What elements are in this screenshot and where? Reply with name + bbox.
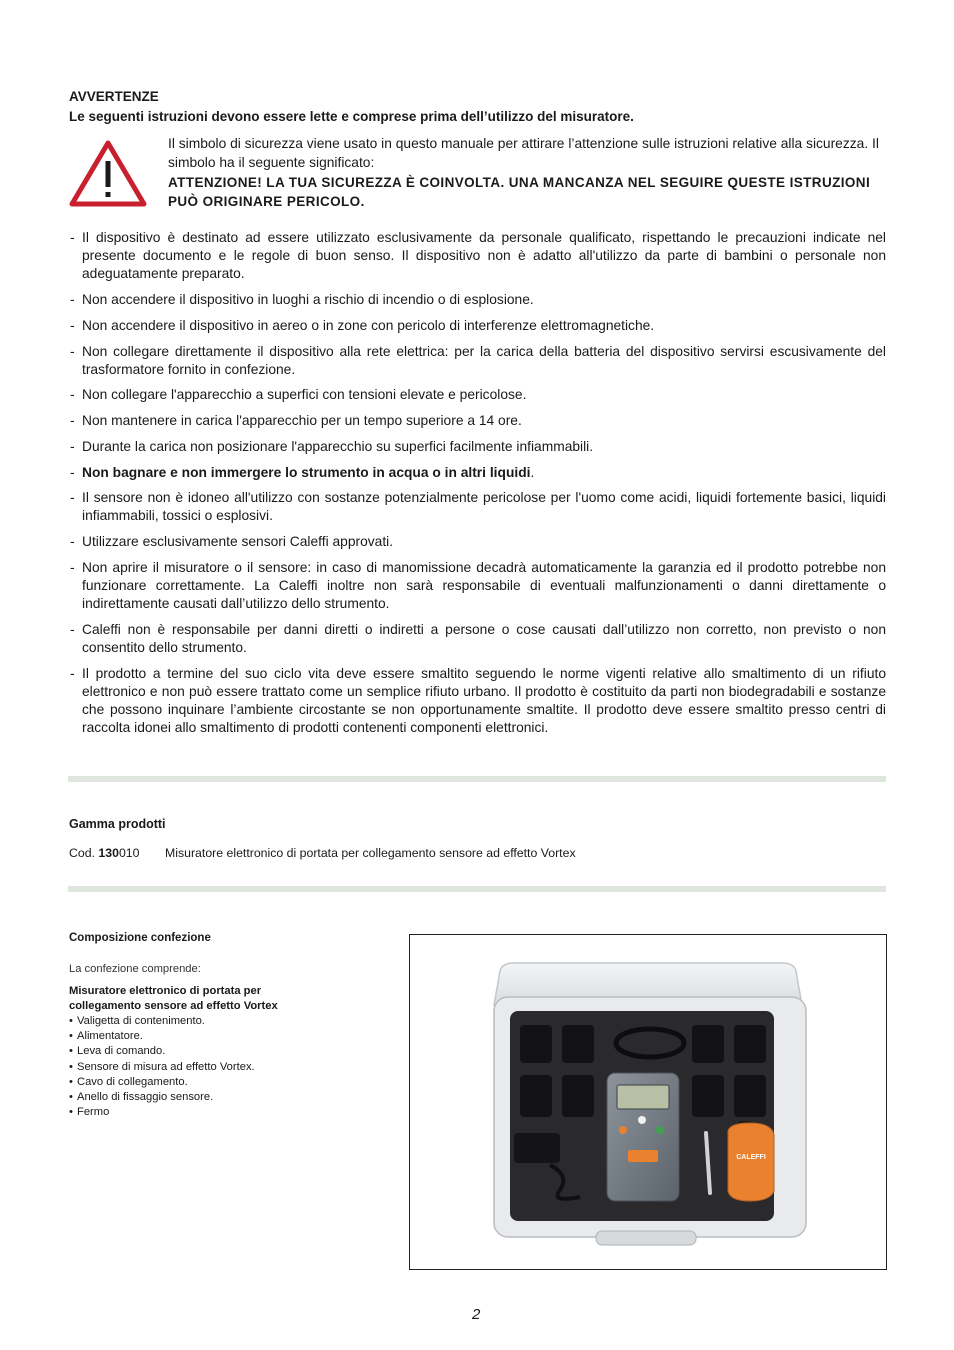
list-item: • Valigetta di contenimento. xyxy=(69,1015,205,1027)
symbol-meaning: ATTENZIONE! LA TUA SICUREZZA È COINVOLTA. UNA MANCANZA NEL SEGUIRE QUESTE ISTRUZIONI PUÒ ORIGINARE PERICOLO. xyxy=(168,175,871,209)
product-photo-frame xyxy=(409,934,887,1270)
composizione-intro: La confezione comprende: xyxy=(69,963,201,975)
product-code: Cod. 130010 xyxy=(69,846,140,860)
list-item: - Il prodotto a termine del suo ciclo vita deve essere smaltito seguendo le norme vigenti relative allo smaltimento di un rifiuto elettronico e non può essere trattato come un semplice rifiuto urbano. Il prodotto è costituito da parti non biodegradabili e sostanze che possono inquinare l’ambiente circostante se non opportunamente smaltite. Il prodotto deve essere smaltito presso centri di raccolta idonei allo smaltimento di prodotti contenenti componenti elettronici. xyxy=(70,665,886,736)
section-divider xyxy=(68,886,886,892)
composizione-main-item: Misuratore elettronico di portata per collegamento sensore ad effetto Vortex xyxy=(69,985,278,1013)
list-item: - Il dispositivo è destinato ad essere utilizzato esclusivamente da personale qualificato, rispettando le precauzioni indicate nel presente documento e le regole di buon senso. Il dispositivo non è adatto all'utilizzo da parte di bambini o personale non adeguatamente preparato. xyxy=(70,230,886,282)
warnings-list xyxy=(70,229,886,745)
list-item: - Non accendere il dispositivo in luoghi a rischio di incendio o di esplosione. xyxy=(70,292,534,308)
composizione-list xyxy=(69,1014,329,1120)
list-item: - Caleffi non è responsabile per danni diretti o indiretti a persone o cose causati dall’utilizzo non corretto, non previsto o non consentito dello strumento. xyxy=(70,621,886,656)
list-item: - Non mantenere in carica l'apparecchio per un tempo superiore a 14 ore. xyxy=(70,413,522,429)
list-item: • Sensore di misura ad effetto Vortex. xyxy=(69,1060,255,1073)
section-divider xyxy=(68,776,886,782)
symbol-description: Il simbolo di sicurezza viene usato in questo manuale per attirare l’attenzione sulle istruzioni relative alla sicurezza. Il simbolo ha il seguente significato: xyxy=(168,136,879,170)
product-description: Misuratore elettronico di portata per collegamento sensore ad effetto Vortex xyxy=(165,846,576,860)
product-case-image xyxy=(410,935,886,1269)
list-item: - Durante la carica non posizionare l'apparecchio su superfici facilmente infiammabili. xyxy=(70,438,594,454)
list-item: - Il sensore non è idoneo all'utilizzo con sostanze potenzialmente pericolose per l'uomo come acidi, liquidi fortemente basici, liquidi infiammabili, tossici o esplosivi. xyxy=(70,490,886,524)
composizione-heading: Composizione confezione xyxy=(69,932,211,944)
page-number: 2 xyxy=(472,1306,481,1323)
warning-triangle-icon xyxy=(68,139,148,208)
list-item: • Fermo xyxy=(69,1106,110,1119)
sensor-label: CALEFFI xyxy=(736,1154,766,1161)
list-item: • Leva di comando. xyxy=(69,1045,166,1058)
list-item: • Alimentatore. xyxy=(69,1030,143,1043)
list-item: - Non collegare l'apparecchio a superfici con tensioni elevate e pericolose. xyxy=(70,387,527,403)
warnings-subheading: Le seguenti istruzioni devono essere lette e comprese prima dell’utilizzo del misuratore. xyxy=(69,109,634,124)
list-item: - Non aprire il misuratore o il sensore: in caso di manomissione decadrà automaticamente la garanzia ed il prodotto potrebbe non funzionare correttamente. La Caleffi inoltre non sarà responsabile di eventuali malfunzionamenti o danni direttamente o indirettamente causati dall’utilizzo dello strumento. xyxy=(70,559,886,612)
list-item: - Non bagnare e non immergere lo strumento in acqua o in altri liquidi. xyxy=(70,464,535,480)
warnings-heading: AVVERTENZE xyxy=(69,89,159,104)
list-item: - Non collegare direttamente il dispositivo alla rete elettrica: per la carica della batteria del dispositivo servirsi escusivamente del trasformatore fornito in confezione. xyxy=(70,343,886,377)
list-item: • Cavo di collegamento. xyxy=(69,1075,188,1088)
list-item: - Utilizzare esclusivamente sensori Caleffi approvati. xyxy=(70,534,394,550)
list-item: • Anello di fissaggio sensore. xyxy=(69,1091,214,1104)
list-item: - Non accendere il dispositivo in aereo o in zone con pericolo di interferenze elettromagnetiche. xyxy=(70,317,655,333)
gamma-heading: Gamma prodotti xyxy=(69,817,166,831)
